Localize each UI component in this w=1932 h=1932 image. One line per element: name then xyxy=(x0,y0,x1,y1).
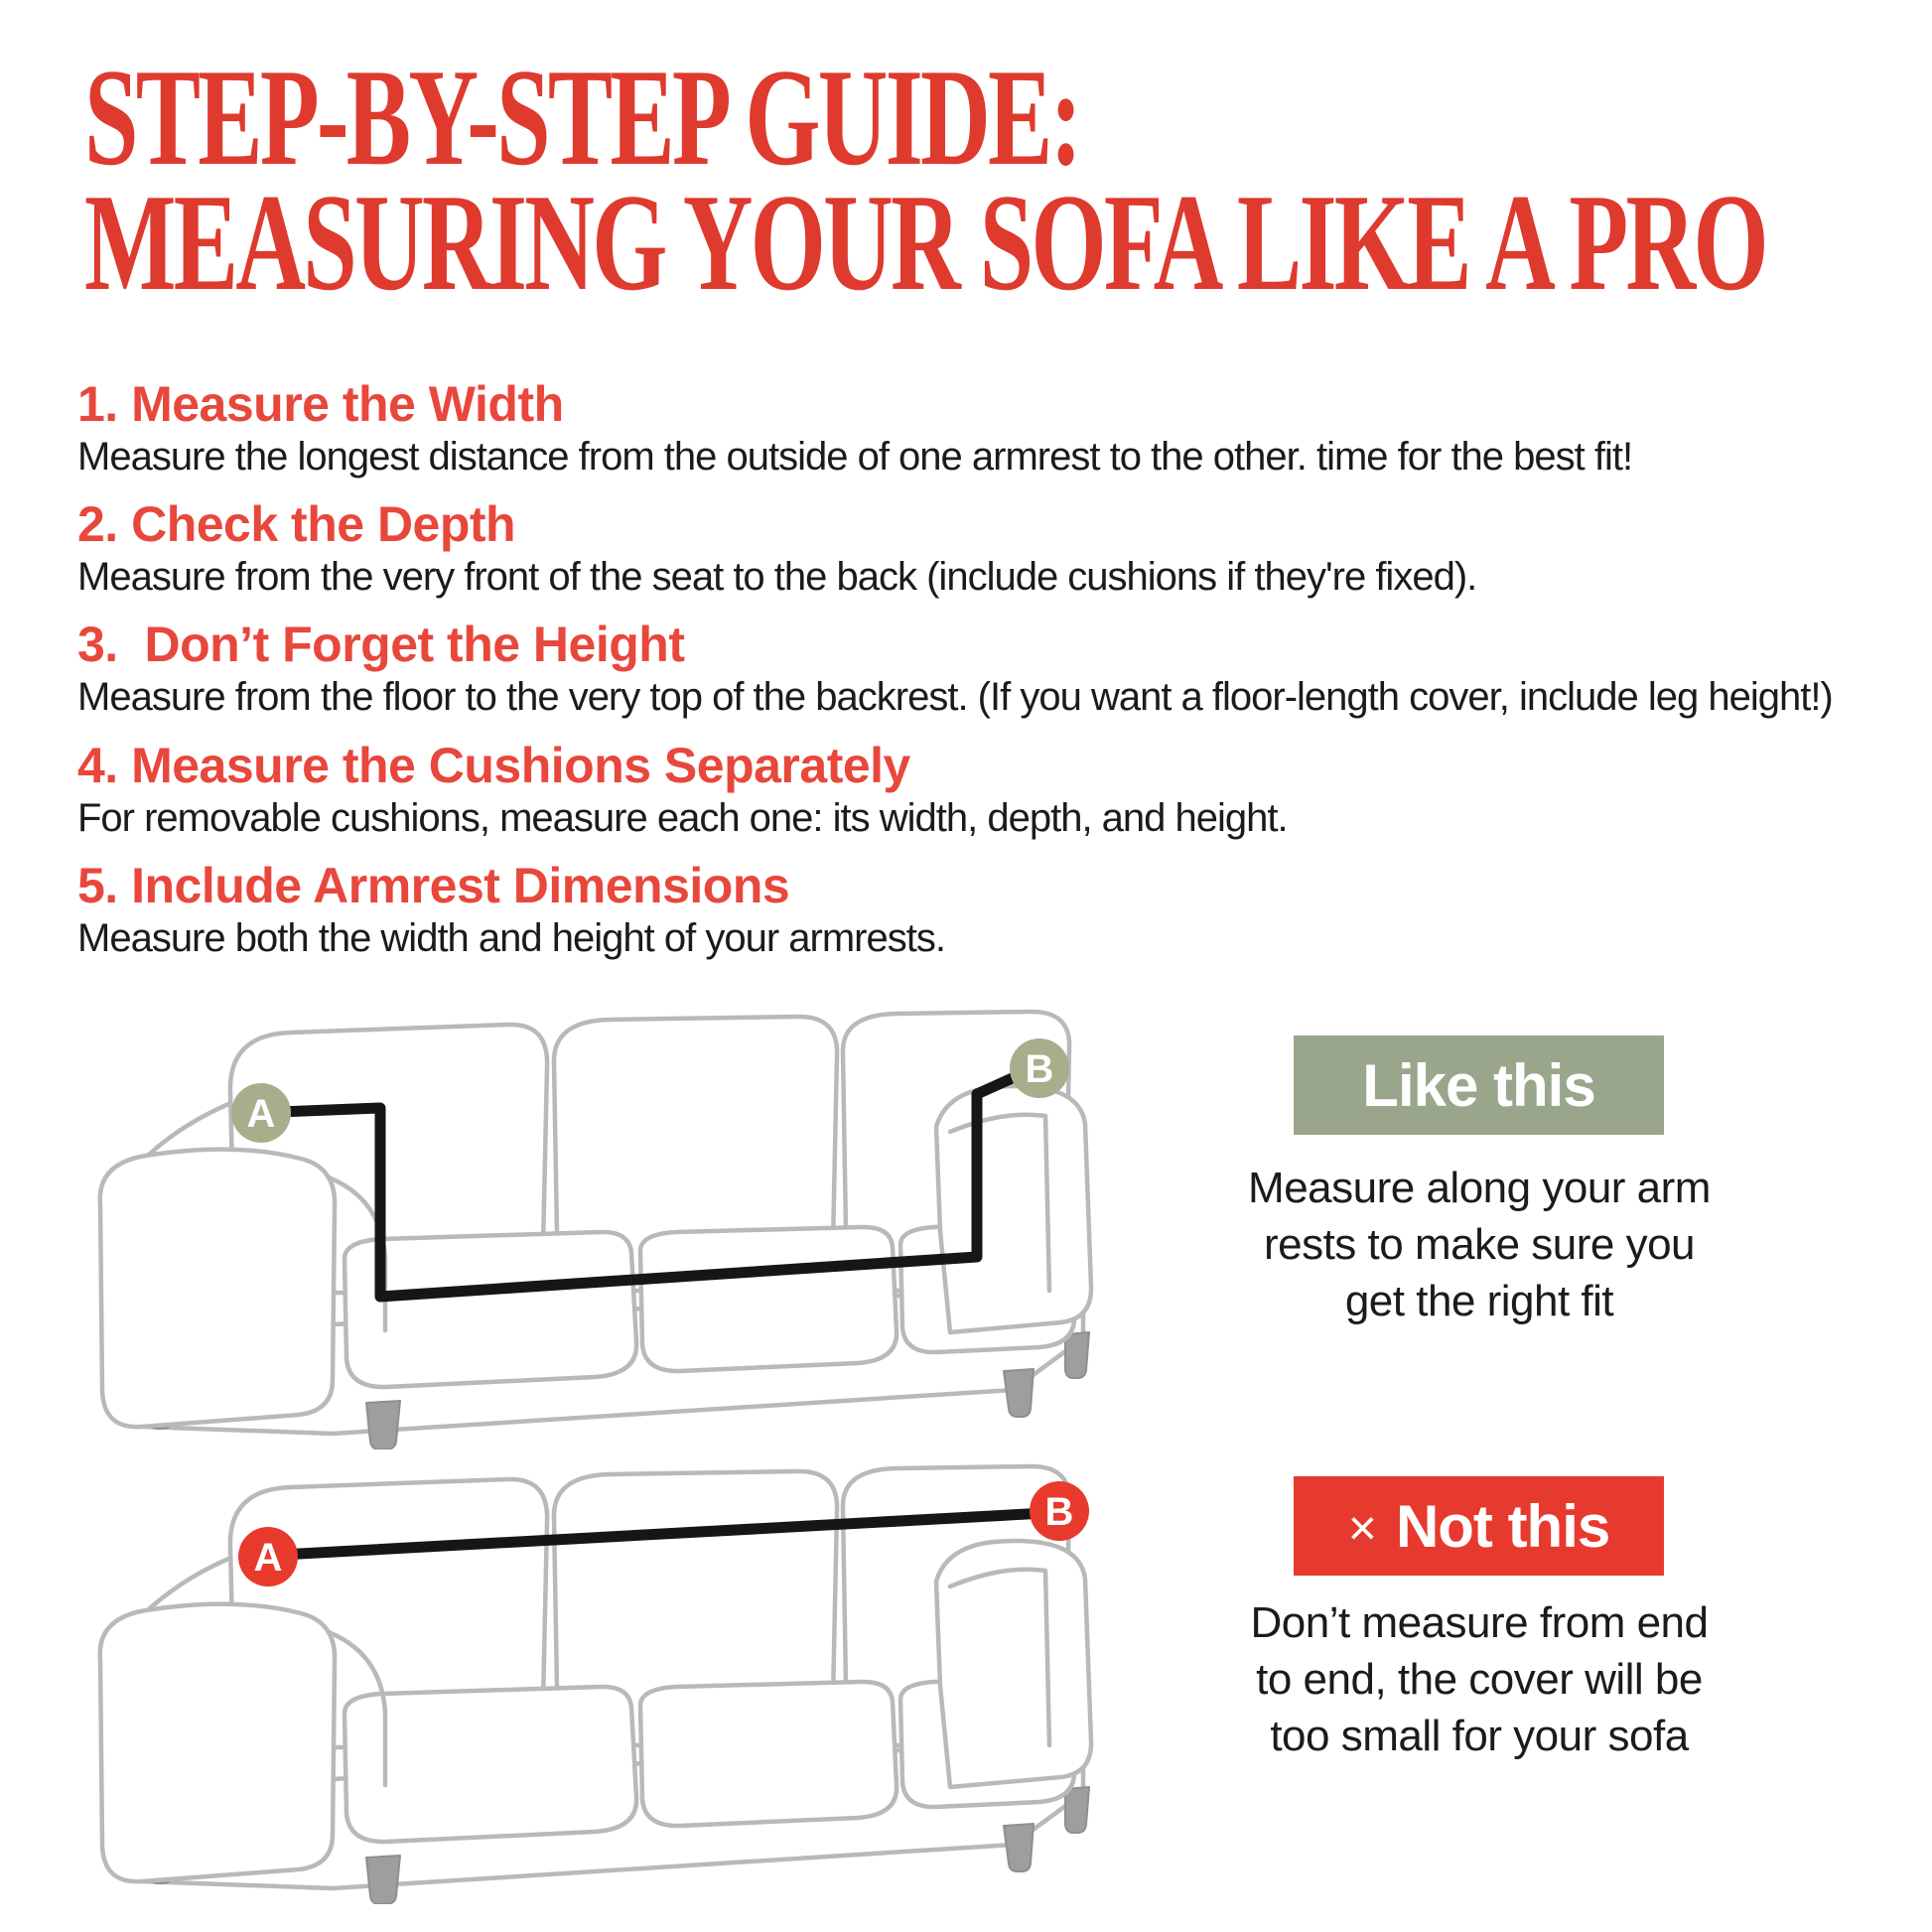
step-item-4 xyxy=(77,737,1904,841)
marker-a-bad xyxy=(238,1527,298,1587)
sofa-incorrect-illustration xyxy=(84,1448,1137,1904)
steps-list xyxy=(77,376,1904,981)
sofa-diagram-correct xyxy=(84,993,1137,1449)
marker-b-bad xyxy=(1030,1481,1089,1541)
step-3-body: Measure from the floor to the very top of the backrest. (If you want a floor-length cover, include leg height!) xyxy=(77,675,1833,720)
step-1-heading: 1. Measure the Width xyxy=(77,376,564,432)
like-this-badge xyxy=(1294,1035,1664,1135)
step-item-2 xyxy=(77,496,1904,600)
like-this-note xyxy=(1216,1160,1742,1329)
step-4-body: For removable cushions, measure each one: its width, depth, and height. xyxy=(77,795,1288,840)
not-this-note xyxy=(1216,1594,1742,1764)
x-icon: × xyxy=(1347,1500,1376,1556)
like-this-badge-label: Like this xyxy=(1362,1051,1595,1119)
not-this-note-line-3: too small for your sofa xyxy=(1270,1712,1689,1760)
marker-a-good xyxy=(231,1083,291,1143)
not-this-note-line-1: Don’t measure from end xyxy=(1250,1598,1709,1647)
like-this-note-line-3: get the right fit xyxy=(1344,1277,1614,1325)
step-item-5 xyxy=(77,857,1904,961)
page-title-line-1: STEP-BY-STEP GUIDE: xyxy=(84,41,1080,195)
not-this-badge xyxy=(1294,1476,1664,1576)
marker-b-good xyxy=(1010,1038,1069,1098)
not-this-note-line-2: to end, the cover will be xyxy=(1256,1655,1703,1704)
step-5-body: Measure both the width and height of your armrests. xyxy=(77,915,945,960)
sofa-diagram-incorrect xyxy=(84,1448,1137,1904)
marker-b-label: B xyxy=(1025,1047,1054,1091)
step-4-heading: 4. Measure the Cushions Separately xyxy=(77,737,910,793)
page-title-line-2: MEASURING YOUR SOFA LIKE A PRO xyxy=(84,166,1766,320)
step-item-1 xyxy=(77,376,1904,480)
step-5-heading: 5. Include Armrest Dimensions xyxy=(77,857,790,913)
step-3-heading: 3. Don’t Forget the Height xyxy=(77,617,685,673)
marker-a-label: A xyxy=(253,1536,283,1580)
not-this-badge-label: Not this xyxy=(1395,1492,1610,1560)
step-2-body: Measure from the very front of the seat to the back (include cushions if they're fixed). xyxy=(77,555,1477,600)
like-this-note-line-1: Measure along your arm xyxy=(1248,1164,1711,1212)
step-2-heading: 2. Check the Depth xyxy=(77,496,516,553)
like-this-note-line-2: rests to make sure you xyxy=(1263,1220,1696,1269)
step-1-body: Measure the longest distance from the outside of one armrest to the other. time for the best fit! xyxy=(77,435,1633,479)
sofa-correct-illustration xyxy=(84,993,1137,1449)
page-title xyxy=(84,41,1932,320)
step-item-3 xyxy=(77,617,1904,720)
marker-b-label: B xyxy=(1044,1490,1074,1534)
marker-a-label: A xyxy=(246,1092,276,1136)
